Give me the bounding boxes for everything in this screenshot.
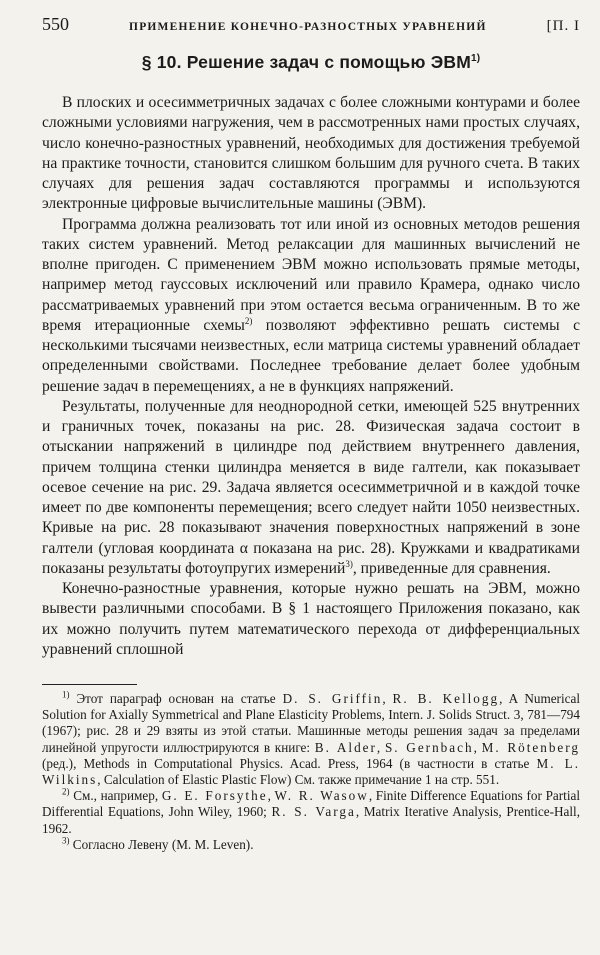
footnote-1	[42, 691, 580, 788]
paragraph-3-tail: , приведенные для сравнения.	[352, 559, 551, 577]
page-header	[42, 14, 580, 38]
author-name: D. S. Griffin	[282, 691, 383, 706]
footnote-mark-3: 3)	[345, 558, 353, 569]
author-name: R. B. Kellogg	[392, 691, 500, 706]
page-number: 550	[42, 14, 69, 34]
footnote-3-mark: 3)	[62, 835, 70, 846]
footnote-3-text: Согласно Левену (M. M. Leven).	[72, 836, 254, 852]
footnote-2-text-c: , Finite Difference Equations for Partial Differential Equations, John Wiley, 1960;	[42, 788, 580, 820]
footnote-1-text-c: , A Numerical Solution for Axially Symmetrical and Plane Elasticity Problems, Intern. J. Solids Struct. 3, 781—794 (1967); рис. 28 и 29 взяты из этой статьи. Машинные методы решения задач за пределами линейной упругости иллюстрируются в книге:	[42, 691, 580, 755]
author-name: W. R. Wasow	[274, 788, 369, 804]
footnote-divider	[42, 684, 137, 685]
footnote-2-text-a: См., например,	[73, 788, 162, 804]
section-reference: [П. I	[546, 18, 580, 34]
paragraph-4: Конечно-разностные уравнения, которые нужно решать на ЭВМ, можно вывести различными способами. В § 1 настоящего Приложения показано, как их можно получить путем математического перехода от дифференциальных уравнений сплошной	[42, 580, 580, 658]
section-title	[42, 52, 580, 73]
footnotes	[42, 691, 580, 853]
footnote-1-text-f: (ред.), Methods in Computational Physics. Acad. Press, 1964 (в частности в статье	[42, 755, 537, 771]
body-text	[42, 93, 580, 660]
author-name: M. L. Wilkins	[42, 755, 581, 788]
author-name: R. S. Varga	[271, 804, 356, 820]
paragraph-3	[42, 397, 580, 579]
author-name: G. E. Forsythe	[161, 788, 268, 804]
book-page	[42, 14, 580, 853]
paragraph-1: В плоских и осесимметричных задачах с более сложными контурами и более сложными условиями нагружения, чем в рассмотренных нами простых случаях, число конечно-разностных уравнений, необходимых для достижения требуемой на практике точности, становится слишком большим для ручного счета. В таких случаях для решения задач составляются программы и используются электронные цифровые вычислительные машины (ЭВМ).	[42, 94, 580, 213]
paragraph-2	[42, 215, 580, 397]
footnote-2-text-d: , Matrix Iterative Analysis, Prentice-Hall, 1962.	[42, 804, 580, 836]
running-head: ПРИМЕНЕНИЕ КОНЕЧНО-РАЗНОСТНЫХ УРАВНЕНИЙ	[129, 21, 487, 33]
footnote-3	[42, 837, 580, 853]
footnote-mark-2: 2)	[244, 315, 253, 326]
footnote-1-text-b: ,	[382, 691, 393, 706]
paragraph-2-part-2: позволяют эффективно решать системы с несколькими тысячами неизвестных, если матрица системы уравнений обладает определенными свойствами. Последнее требование делает более удобным решение задач в перемещениях, а не в функциях напряжений.	[42, 316, 581, 395]
footnote-1-text-a: Этот параграф основан на статье	[76, 691, 283, 706]
section-title-text: § 10. Решение задач с помощью ЭВМ	[141, 52, 471, 72]
title-footnote-mark: 1)	[470, 53, 481, 65]
footnote-2-mark: 2)	[62, 786, 70, 797]
paragraph-3-text: Результаты, полученные для неоднородной сетки, имеющей 525 внутренних и граничных точек, показаны на рис. 28. Физическая задача состоит в отыскании напряжений в цилиндре под действием внутреннего давления, причем толщина стенки цилиндра меняется в виде галтели, как показывает осевое сечение на рис. 29. Задача является осесимметричной и в каждой точке имеет по две компоненты перемещения; всего следует найти 1050 неизвестных. Кривые на рис. 28 показывают значения поверхностных напряжений в зоне галтели (угловая координата α показана на рис. 28). Кружками и квадратиками показаны результаты фотоупругих измерений	[42, 397, 580, 577]
paragraph-2-part-1: Программа должна реализовать тот или иной из основных методов решения таких систем уравнений. Метод релаксации для машинных вычислений не вполне пригоден. С применением ЭВМ можно использовать прямые методы, например метод гауссовых исключений или правило Крамера, однако число рассматриваемых уравнений при этом остается весьма ограниченным. В то же время итерационные схемы	[42, 215, 580, 334]
author-name: B. Alder	[314, 739, 377, 755]
footnote-1-mark: 1)	[62, 689, 70, 700]
footnote-2-text-b: ,	[267, 788, 275, 804]
author-name: S. Gernbach	[384, 739, 474, 755]
footnote-1-text-e: ,	[473, 739, 482, 755]
footnote-2	[42, 788, 580, 837]
footnote-1-text-g: , Calculation of Elastic Plastic Flow) См. также примечание 1 на стр. 551.	[97, 772, 500, 788]
footnote-1-text-d: ,	[376, 739, 385, 755]
author-name: M. Rötenberg	[481, 739, 581, 755]
